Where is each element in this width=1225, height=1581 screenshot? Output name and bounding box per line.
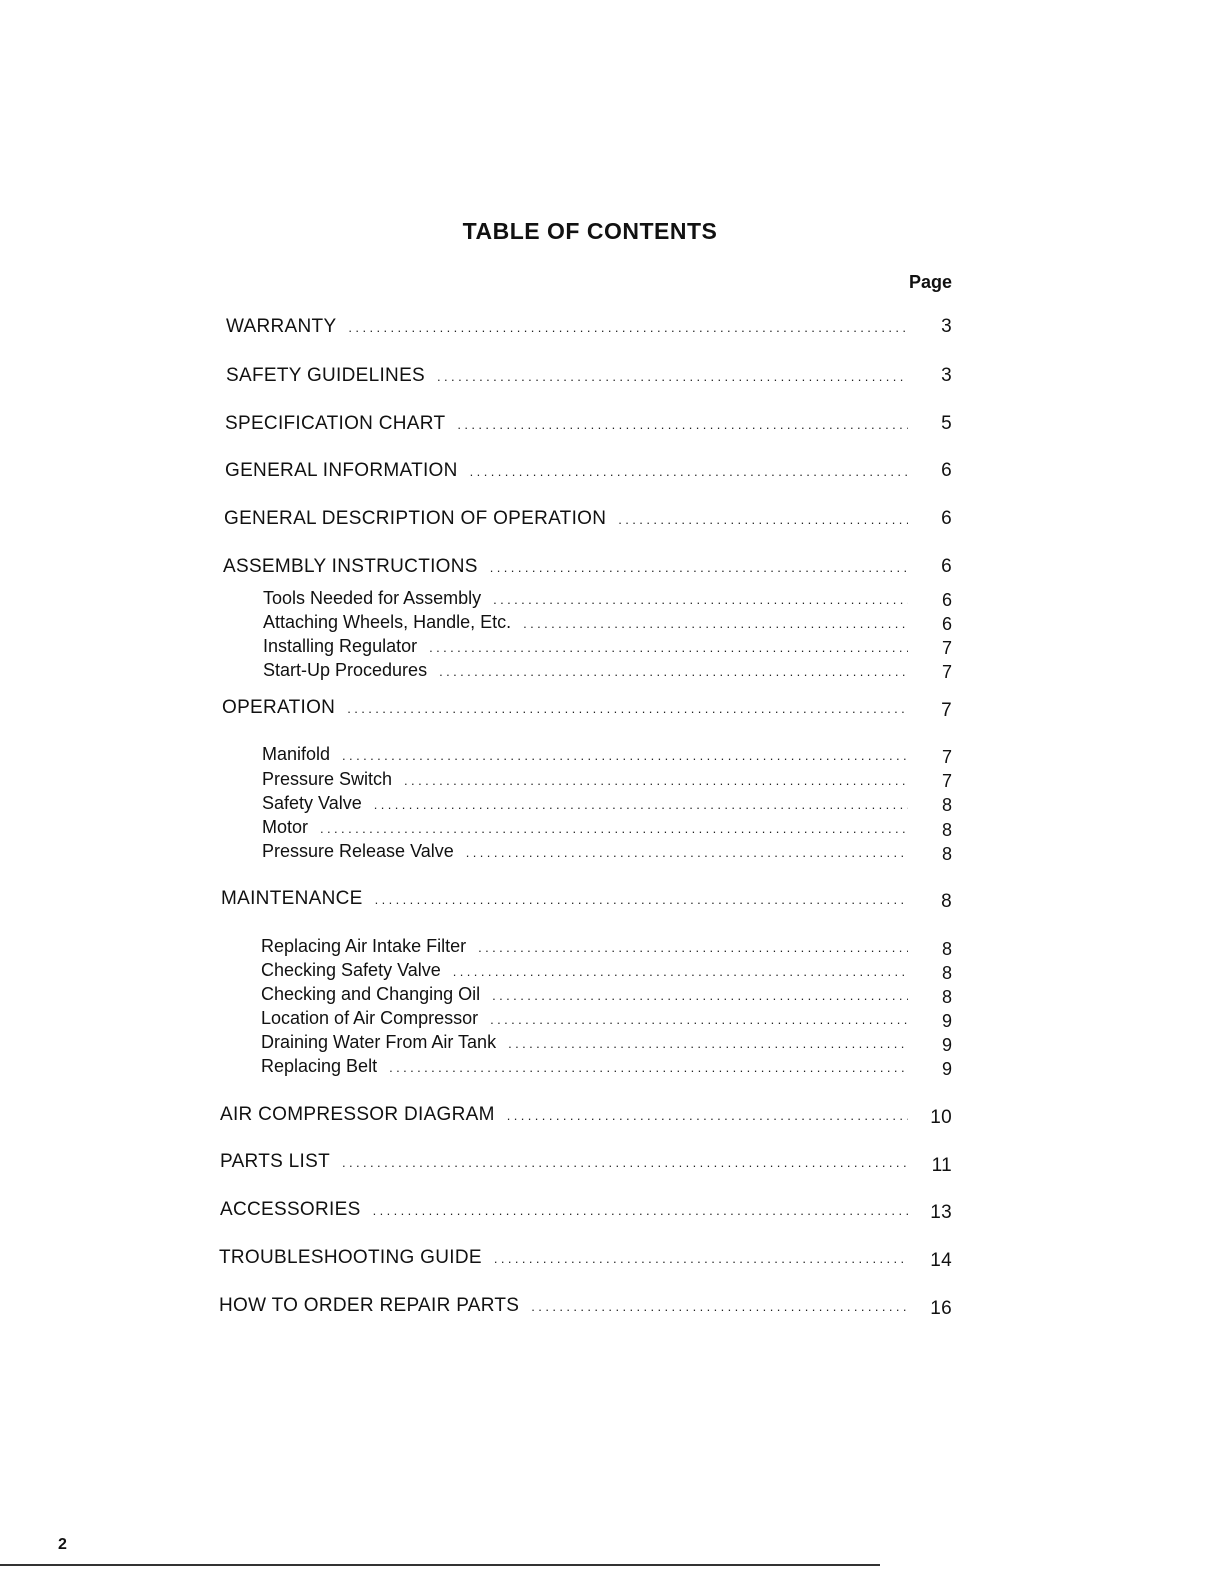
toc-entry-label: Attaching Wheels, Handle, Etc.: [263, 612, 512, 632]
toc-entry-page: 6: [941, 614, 952, 634]
toc-entry-page: 11: [931, 1155, 952, 1176]
dot-leader: [374, 797, 908, 812]
toc-entry-page: 8: [941, 820, 952, 840]
toc-entry-troubleshooting: [219, 1247, 908, 1269]
toc-subentry-start-up: [263, 660, 908, 681]
toc-entry-air-compressor-diagram: [220, 1104, 908, 1126]
toc-entry-page: 6: [941, 460, 952, 481]
dot-leader: [508, 1036, 908, 1051]
toc-subentry-motor: [262, 817, 908, 838]
toc-entry-page: 9: [941, 1059, 952, 1079]
toc-entry-page: 7: [941, 747, 952, 767]
toc-entry-label: TROUBLESHOOTING GUIDE: [219, 1247, 482, 1268]
toc-subentry-tools: [263, 588, 908, 609]
dot-leader: [492, 988, 908, 1003]
toc-entry-page: 9: [941, 1035, 952, 1055]
toc-entry-page: 16: [930, 1298, 952, 1319]
toc-subentry-air-intake-filter: [261, 936, 908, 957]
bottom-rule: [0, 1564, 880, 1566]
toc-subentry-attaching-wheels: [263, 612, 908, 633]
dot-leader: [457, 417, 908, 432]
toc-entry-page: 6: [941, 556, 952, 577]
dot-leader: [618, 512, 908, 527]
toc-subentry-pressure-switch: [262, 769, 908, 790]
toc-entry-label: AIR COMPRESSOR DIAGRAM: [220, 1104, 495, 1125]
toc-entry-label: Safety Valve: [262, 793, 362, 813]
toc-subentry-checking-oil: [261, 984, 908, 1005]
dot-leader: [429, 640, 908, 655]
dot-leader: [523, 616, 908, 631]
toc-entry-page: 8: [941, 939, 952, 959]
dot-leader: [389, 1060, 908, 1075]
dot-leader: [342, 748, 908, 763]
dot-leader: [348, 320, 908, 335]
toc-subentry-replacing-belt: [261, 1056, 908, 1077]
toc-entry-page: 10: [930, 1107, 952, 1128]
toc-entry-page: 8: [941, 987, 952, 1007]
dot-leader: [466, 845, 908, 860]
toc-subentry-checking-safety-valve: [261, 960, 908, 981]
toc-entry-specification-chart: [225, 413, 908, 435]
toc-entry-warranty: [226, 316, 908, 338]
toc-entry-general-description: [224, 508, 908, 530]
dot-leader: [493, 592, 908, 607]
toc-entry-label: ASSEMBLY INSTRUCTIONS: [223, 556, 478, 577]
page-number: 2: [58, 1536, 67, 1553]
dot-leader: [375, 892, 908, 907]
toc-entry-label: Pressure Release Valve: [262, 841, 454, 861]
toc-entry-assembly-instructions: [223, 556, 908, 578]
toc-entry-label: Checking Safety Valve: [261, 960, 441, 980]
toc-entry-label: WARRANTY: [226, 316, 337, 337]
toc-entry-page: 3: [941, 316, 952, 337]
toc-subentry-safety-valve: [262, 793, 908, 814]
toc-entry-page: 7: [941, 638, 952, 658]
toc-entry-page: 6: [941, 508, 952, 529]
dot-leader: [404, 773, 908, 788]
toc-subentry-location: [261, 1008, 908, 1029]
toc-entry-label: PARTS LIST: [220, 1151, 330, 1172]
toc-entry-safety-guidelines: [226, 365, 908, 387]
toc-entry-label: GENERAL DESCRIPTION OF OPERATION: [224, 508, 607, 529]
toc-entry-label: OPERATION: [222, 697, 336, 718]
toc-entry-label: Tools Needed for Assembly: [263, 588, 482, 608]
toc-entry-general-information: [225, 460, 908, 482]
toc-entry-maintenance: [221, 888, 908, 910]
toc-entry-page: 6: [941, 590, 952, 610]
toc-entry-page: 8: [941, 963, 952, 983]
toc-entry-page: 8: [941, 891, 952, 912]
toc-entry-label: SPECIFICATION CHART: [225, 413, 446, 434]
dot-leader: [373, 1203, 908, 1218]
toc-entry-label: Replacing Belt: [261, 1056, 378, 1076]
dot-leader: [531, 1299, 908, 1314]
toc-entry-label: Start-Up Procedures: [263, 660, 428, 680]
toc-subentry-manifold: [262, 744, 908, 765]
dot-leader: [478, 940, 908, 955]
dot-leader: [342, 1155, 908, 1170]
toc-entry-label: GENERAL INFORMATION: [225, 460, 458, 481]
toc-entry-parts-list: [220, 1151, 908, 1173]
toc-entry-page: 8: [941, 844, 952, 864]
toc-entry-label: Replacing Air Intake Filter: [261, 936, 467, 956]
dot-leader: [320, 821, 908, 836]
dot-leader: [439, 664, 908, 679]
toc-title: TABLE OF CONTENTS: [462, 218, 718, 244]
toc-entry-page: 7: [941, 662, 952, 682]
toc-entry-label: Pressure Switch: [262, 769, 393, 789]
dot-leader: [470, 464, 908, 479]
page-column-header: Page: [908, 272, 952, 292]
dot-leader: [437, 369, 908, 384]
toc-entry-label: Draining Water From Air Tank: [261, 1032, 497, 1052]
toc-entry-accessories: [220, 1199, 908, 1221]
toc-entry-label: Checking and Changing Oil: [261, 984, 481, 1004]
toc-entry-label: ACCESSORIES: [220, 1199, 361, 1220]
dot-leader: [453, 964, 908, 979]
toc-entry-page: 8: [941, 795, 952, 815]
toc-entry-page: 14: [930, 1250, 952, 1271]
toc-subentry-draining-water: [261, 1032, 908, 1053]
toc-subentry-pressure-release-valve: [262, 841, 908, 862]
toc-entry-label: Manifold: [262, 744, 331, 764]
toc-entry-page: 13: [930, 1202, 952, 1223]
dot-leader: [347, 701, 908, 716]
toc-entry-label: Motor: [262, 817, 309, 837]
toc-entry-page: 9: [941, 1011, 952, 1031]
toc-entry-page: 5: [941, 413, 952, 434]
toc-entry-page: 7: [941, 771, 952, 791]
dot-leader: [494, 1251, 908, 1266]
toc-subentry-installing-regulator: [263, 636, 908, 657]
toc-entry-page: 7: [941, 700, 952, 721]
dot-leader: [490, 1012, 908, 1027]
dot-leader: [490, 560, 908, 575]
toc-entry-label: Location of Air Compressor: [261, 1008, 479, 1028]
toc-entry-operation: [222, 697, 908, 719]
toc-entry-label: MAINTENANCE: [221, 888, 363, 909]
toc-entry-label: HOW TO ORDER REPAIR PARTS: [219, 1295, 520, 1316]
toc-entry-label: Installing Regulator: [263, 636, 418, 656]
toc-entry-page: 3: [941, 365, 952, 386]
toc-entry-label: SAFETY GUIDELINES: [226, 365, 426, 386]
toc-entry-how-to-order: [219, 1295, 908, 1317]
dot-leader: [507, 1108, 908, 1123]
